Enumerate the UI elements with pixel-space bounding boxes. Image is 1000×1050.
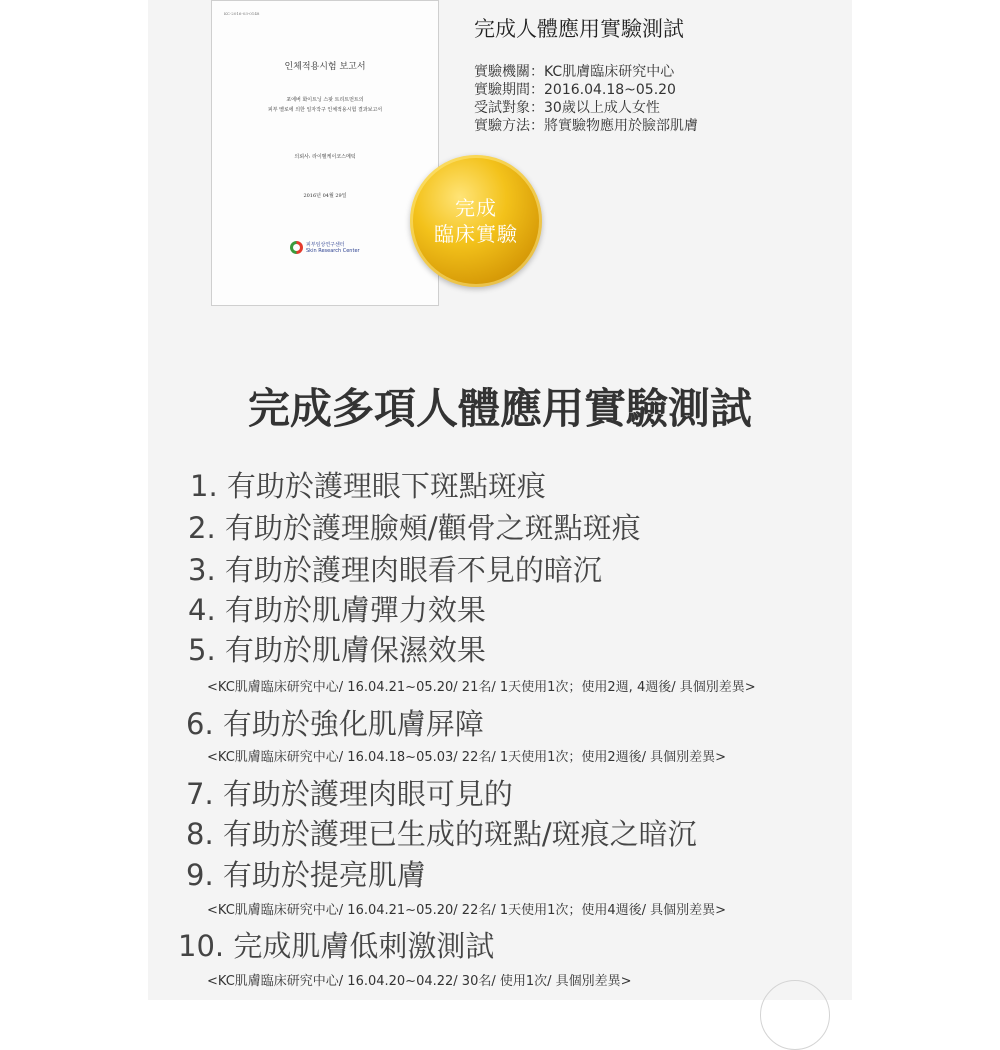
decorative-circle xyxy=(760,980,830,1050)
claim-note: <KC肌膚臨床研究中心/ 16.04.21~05.20/ 22名/ 1天使用1次；使用4週後/ 具個別差異> xyxy=(207,903,727,918)
report-title: 인체적용시험 보고서 xyxy=(284,62,366,72)
claim-item: 9. 有助於提亮肌膚 xyxy=(186,858,426,892)
claim-note: <KC肌膚臨床研究中心/ 16.04.21~05.20/ 21名/ 1天使用1次；使用2週, 4週後/ 具個別差異> xyxy=(207,680,756,695)
claim-note: <KC肌膚臨床研究中心/ 16.04.20~04.22/ 30名/ 使用1次/ 具個別差異> xyxy=(207,974,632,989)
claim-item: 1. 有助於護理眼下斑點斑痕 xyxy=(190,469,546,503)
claim-item: 5. 有助於肌膚保濕效果 xyxy=(188,633,486,667)
info-title: 完成人體應用實驗測試 xyxy=(474,17,684,41)
report-subtitle-line1: 포에버 화이트닝 스팟 트리트먼트의 xyxy=(286,97,364,103)
claim-note: <KC肌膚臨床研究中心/ 16.04.18~05.03/ 22名/ 1天使用1次；使用2週後/ 具個別差異> xyxy=(207,750,727,765)
report-logo-name: 피부임상연구센터 xyxy=(306,241,345,248)
info-line: 實驗機關：KC肌膚臨床研究中心 xyxy=(474,64,675,80)
report-date: 2016년 04월 29일 xyxy=(303,193,347,199)
claim-item: 6. 有助於強化肌膚屏障 xyxy=(186,707,484,741)
info-line: 實驗方法：將實驗物應用於臉部肌膚 xyxy=(474,118,698,134)
report-code: KC-2016-03-0148 xyxy=(224,11,260,16)
info-line: 實驗期間：2016.04.18~05.20 xyxy=(474,82,676,98)
claim-item: 8. 有助於護理已生成的斑點/斑痕之暗沉 xyxy=(186,817,697,851)
claim-item: 3. 有助於護理肉眼看不見的暗沉 xyxy=(188,553,602,587)
claim-item: 7. 有助於護理肉眼可見的 xyxy=(186,777,513,811)
report-subtitle-line2: 피부 멜로에 의한 일자작구 인체적용시험 결과보고서 xyxy=(267,107,383,113)
claim-item: 2. 有助於護理臉頰/顴骨之斑點斑痕 xyxy=(188,511,641,545)
badge-line1: 完成 xyxy=(455,196,497,220)
info-line: 受試對象：30歲以上成人女性 xyxy=(474,100,660,116)
badge-line2: 臨床實驗 xyxy=(434,222,518,246)
report-logo-sub: Skin Research Center xyxy=(306,247,360,254)
report-client: 의뢰사: 라이벨케이코스메틱 xyxy=(294,154,356,160)
page-heading: 完成多項人體應用實驗測試 xyxy=(247,384,752,433)
claim-item: 4. 有助於肌膚彈力效果 xyxy=(188,593,486,627)
claim-item: 10. 完成肌膚低刺激測試 xyxy=(178,929,495,963)
